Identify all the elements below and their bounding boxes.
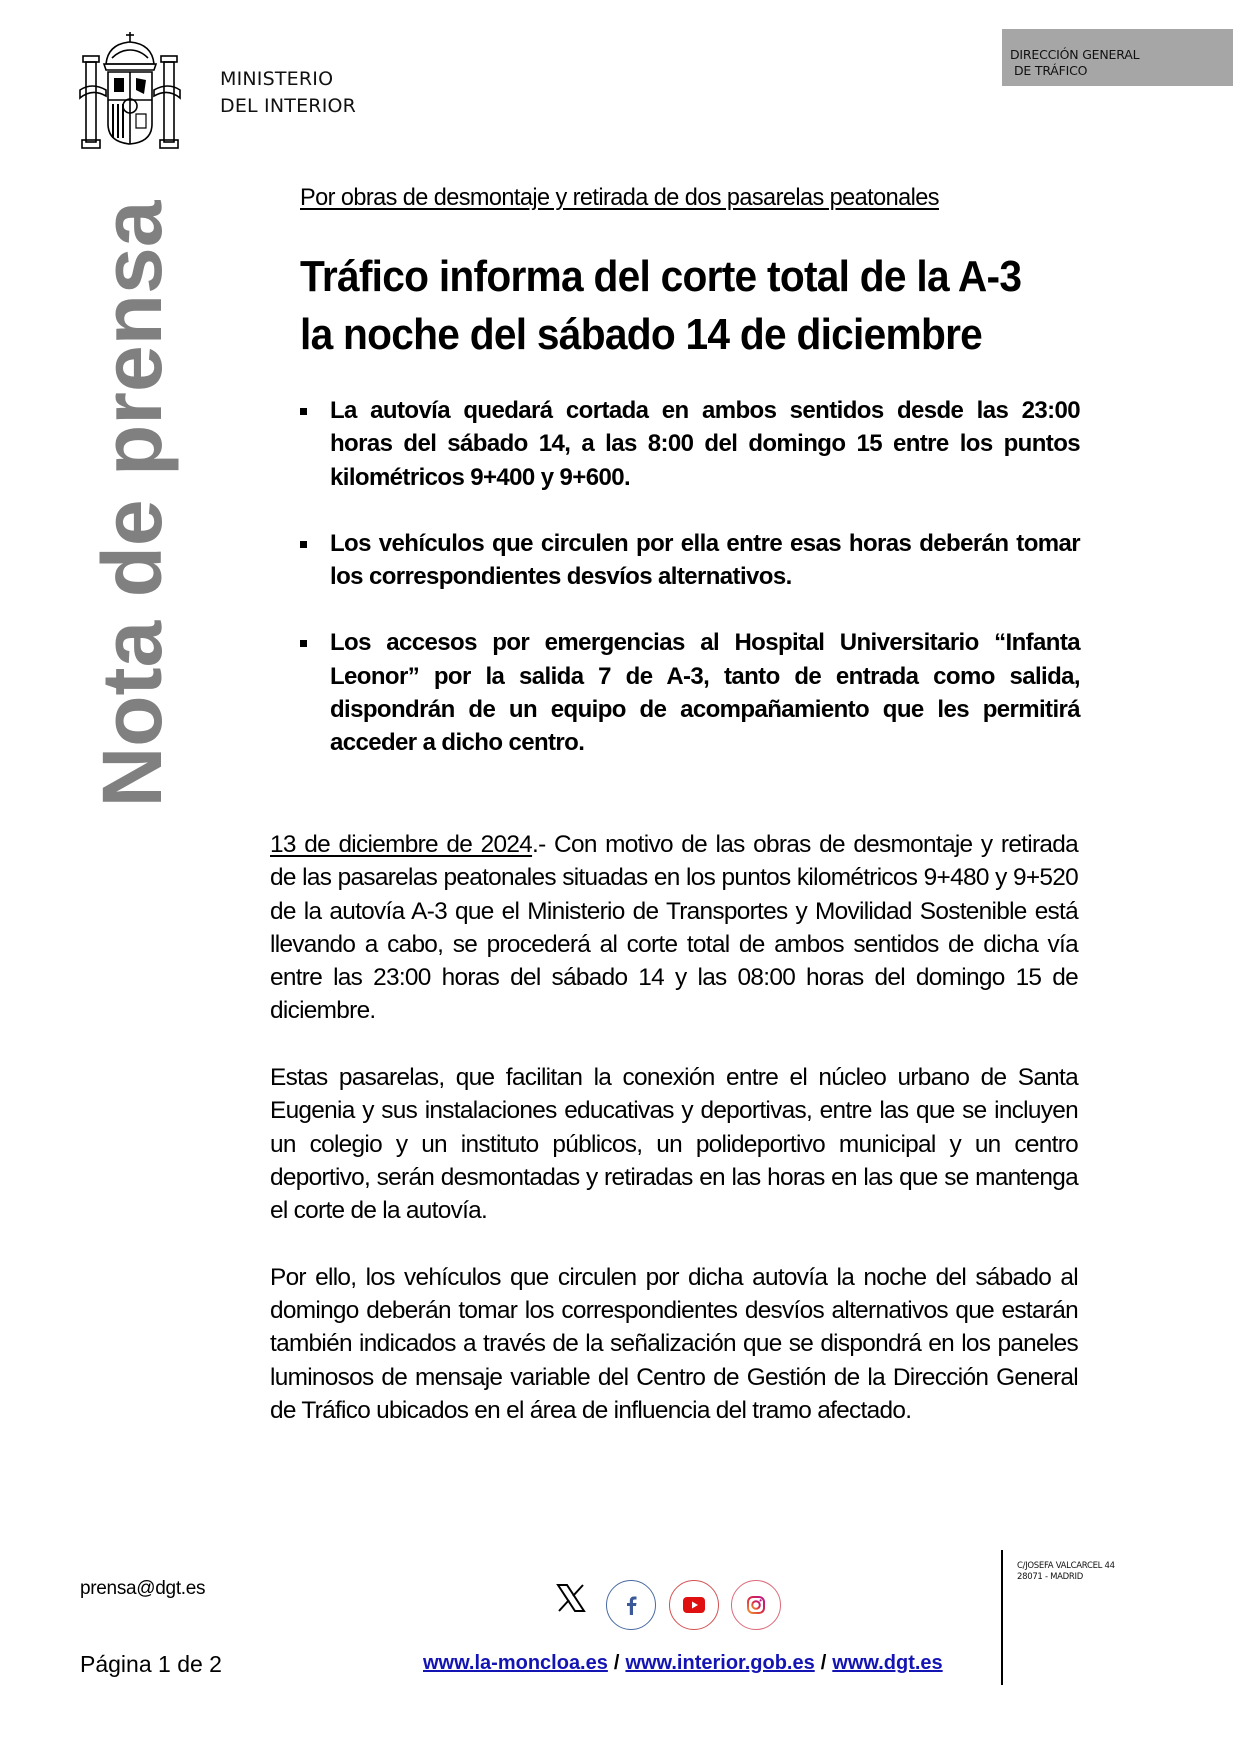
link-la-moncloa[interactable]: www.la-moncloa.es (423, 1652, 608, 1674)
web-links (423, 1652, 943, 1675)
key-point (300, 626, 1080, 759)
key-point-text: Los vehículos que circulen por ella entre esas horas deberán tomar los correspondientes desvíos alternativos. (330, 529, 1080, 591)
article-body (270, 828, 1078, 1461)
postal-address (1017, 1561, 1115, 1583)
body-paragraph (270, 828, 1078, 1028)
directorate-label (1010, 47, 1139, 79)
address-line1: C/JOSEFA VALCARCEL 44 (1017, 1561, 1115, 1571)
directorate-label-box (1002, 29, 1233, 86)
key-point (300, 394, 1080, 494)
key-points-list (300, 394, 1080, 793)
instagram-icon[interactable] (731, 1580, 781, 1630)
x-icon[interactable] (555, 1582, 587, 1614)
youtube-icon[interactable] (669, 1580, 719, 1630)
coat-of-arms-logo (78, 28, 182, 152)
directorate-line2: DE TRÁFICO (1014, 63, 1088, 78)
square-bullet-icon (300, 640, 307, 647)
body-paragraph: Estas pasarelas, que facilitan la conexión entre el núcleo urbano de Santa Eugenia y sus instalaciones educativas y deportivas, entre las que se incluyen un colegio y un instituto públicos, un polideportivo municipal y un centro deportivo, serán desmontadas y retiradas en las horas en las que se mantenga el corte de la autovía. (270, 1064, 1078, 1225)
press-email[interactable]: prensa@dgt.es (80, 1578, 206, 1599)
key-point-text: Los accesos por emergencias al Hospital Universitario “Infanta Leonor” por la salida 7 de A-3, tanto de entrada como salida, dispondrán de un equipo de acompañamiento que les permitirá acceder a dicho centro. (330, 629, 1080, 757)
press-release-side-label: Nota de prensa (85, 200, 179, 808)
square-bullet-icon (300, 408, 307, 415)
youtube-logo (683, 1597, 705, 1613)
address-line2: 28071 - MADRID (1017, 1572, 1083, 1582)
ministry-name-line2: DEL INTERIOR (220, 95, 357, 117)
body-paragraph: Por ello, los vehículos que circulen por dicha autovía la noche del sábado al domingo deberán tomar los correspondientes desvíos alternativos que estarán también indicados a través de la señalización que se dispondrá en los paneles luminosos de mensaje variable del Centro de Gestión de la Dirección General de Tráfico ubicados en el área de influencia del tramo afectado. (270, 1263, 1078, 1425)
headline-line1: Tráfico informa del corte total de la A-3 (300, 252, 1022, 301)
footer-divider (1001, 1550, 1003, 1685)
link-separator: / (820, 1652, 827, 1674)
dateline: 13 de diciembre de 2024 (270, 831, 533, 858)
ministry-name (220, 66, 356, 120)
article-headline (300, 248, 1100, 364)
coat-of-arms-icon (78, 28, 182, 152)
key-point (300, 527, 1080, 594)
facebook-logo (624, 1595, 638, 1615)
link-interior[interactable]: www.interior.gob.es (625, 1652, 815, 1674)
directorate-line1: DIRECCIÓN GENERAL (1010, 47, 1140, 62)
page-number: Página 1 de 2 (80, 1651, 222, 1677)
facebook-icon[interactable] (606, 1580, 656, 1630)
link-dgt[interactable]: www.dgt.es (832, 1652, 943, 1674)
square-bullet-icon (300, 541, 307, 548)
key-point-text: La autovía quedará cortada en ambos sentidos desde las 23:00 horas del sábado 14, a las 8:00 del domingo 15 entre los puntos kilométricos 9+400 y 9+600. (330, 397, 1080, 491)
article-subtitle: Por obras de desmontaje y retirada de dos pasarelas peatonales (300, 184, 939, 211)
ministry-name-line1: MINISTERIO (220, 68, 334, 90)
x-logo (555, 1582, 587, 1614)
headline-line2: la noche del sábado 14 de diciembre (300, 310, 983, 359)
paragraph1-text: .- Con motivo de las obras de desmontaje y retirada de las pasarelas peatonales situadas en los puntos kilométricos 9+480 y 9+520 de la autovía A-3 que el Ministerio de Transportes y Movilidad Sostenible está llevando a cabo, se procederá al corte total de ambos sentidos de dicha vía entre las 23:00 horas del sábado 14 y las 08:00 horas del domingo 15 de diciembre. (270, 831, 1078, 1025)
instagram-logo (746, 1595, 766, 1615)
link-separator: / (613, 1652, 620, 1674)
